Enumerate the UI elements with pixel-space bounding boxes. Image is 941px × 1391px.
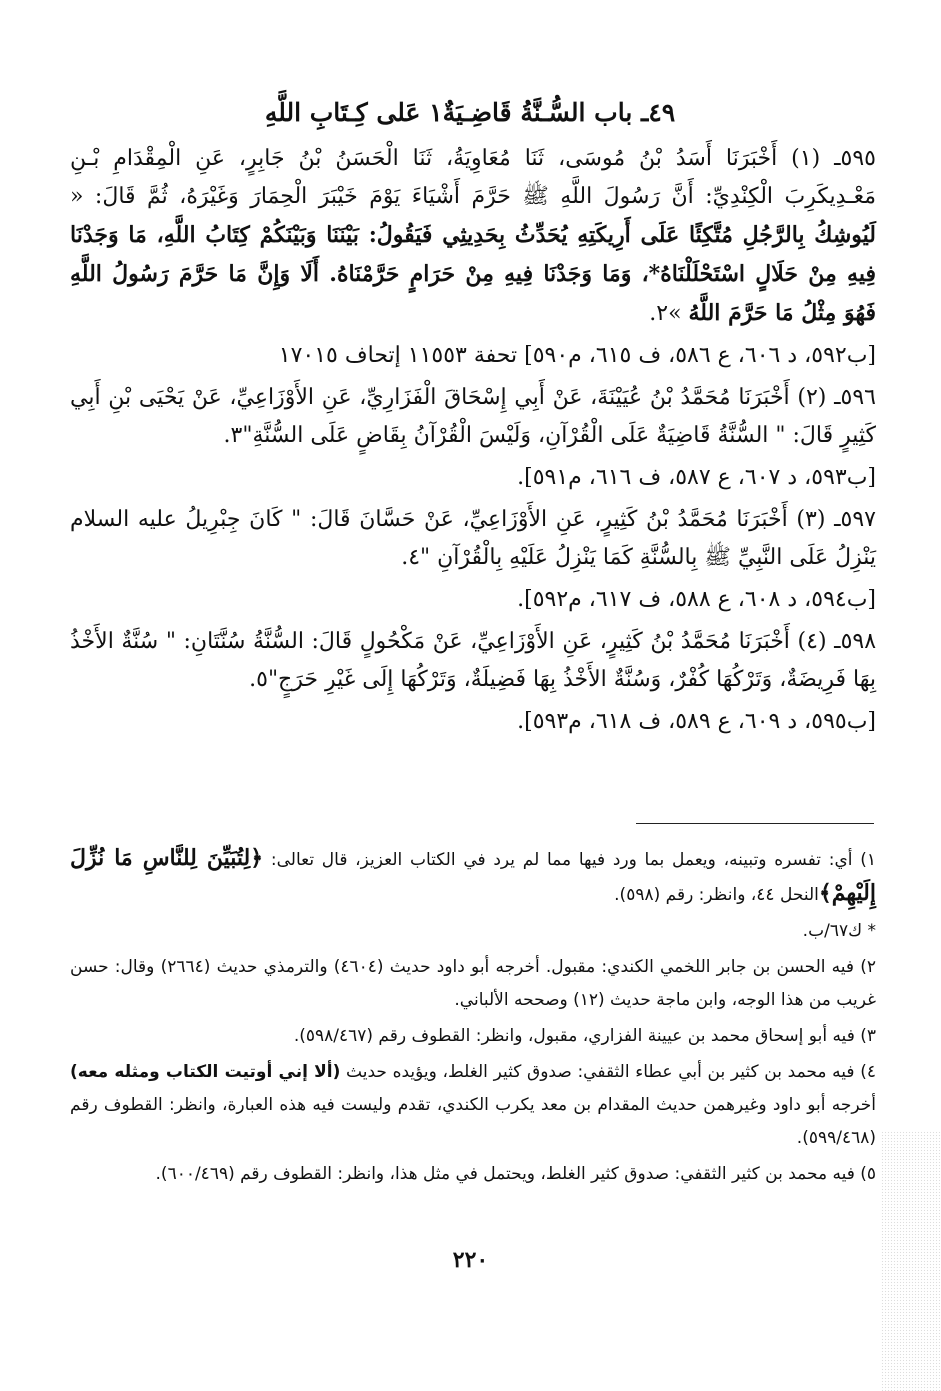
hadith-number: ٥٩٧ـ (834, 507, 876, 532)
footnote-4: ٤) فيه محمد بن كثير بن أبي عطاء الثقفي: صدوق كثير الغلط، ويؤيده حديث (ألا إني أوتيت الكتاب ومثله معه) أخرجه أبو داود وغيرهمن حديث المقدام بن معد يكرب الكندي، تقدم وليست فيه هذه العبارة، وانظر: القطوف رقم (٥٩٩/٤٦٨). (70, 1062, 876, 1148)
hadith-index: (٤) (797, 629, 827, 654)
footnote-3: ٣) فيه أبو إسحاق محمد بن عيينة الفزاري، مقبول، وانظر: القطوف رقم (٥٩٨/٤٦٧). (293, 1026, 876, 1046)
hadith-number: ٥٩٨ـ (834, 629, 877, 654)
hadith-number: ٥٩٦ـ (834, 385, 876, 410)
hadith-595 (70, 140, 876, 333)
hadith-text: أَخْبَرَنَا مُحَمَّدُ بْنُ كَثِيرٍ، عَنِ الأَوْزَاعِيِّ، عَنْ حَسَّانَ قَالَ: " كَانَ جِبْرِيلُ عليه السلام يَنْزِلُ عَلَى النَّبِيِّ ﷺ بِالسُّنَّةِ كَمَا يَنْزِلُ عَلَيْهِ بِالْقُرْآنِ "٤. (70, 507, 876, 570)
footnote-2: ٢) فيه الحسن بن جابر اللخمي الكندي: مقبول. أخرجه أبو داود حديث (٤٦٠٤) والترمذي حديث (٢٦٦٤) وقال: حسن غريب من هذا الوجه، وابن ماجة حديث (١٢) وصححه الألباني. (70, 957, 877, 1010)
quoted-hadith: (ألا إني أوتيت الكتاب ومثله معه) (70, 1062, 341, 1082)
footnote-1: ١) أي: تفسره وتبينه، ويعمل بما ورد فيها مما لم يرد في الكتاب العزيز، قال تعالى: ﴿لِتُبَيِّنَ لِلنَّاسِ مَا نُزِّلَ إِلَيْهِمْ﴾النحل ٤٤، وانظر: رقم (٥٩٨). (70, 845, 877, 906)
hadith-index: (١) (791, 146, 821, 171)
footnote-marker: * ك٦٧/ب. (802, 921, 876, 941)
hadith-section (70, 140, 876, 745)
page-number: ٢٢٠ (452, 1247, 489, 1273)
hadith-text: أَخْبَرَنَا مُحَمَّدُ بْنُ عُيَيْنَةَ، عَنْ أَبِي إِسْحَاقَ الْفَزَارِيِّ، عَنِ الأَوْزَاعِيِّ، عَنْ يَحْيَى بْنِ أَبِي كَثِيرٍ قَالَ: " السُّنَّةُ قَاضِيَةٌ عَلَى الْقُرْآنِ، وَلَيْسَ الْقُرْآنُ بِقَاضٍ عَلَى السُّنَّةِ"٣. (70, 385, 876, 448)
footnote-separator (636, 823, 874, 824)
hadith-text: أَخْبَرَنَا أَسَدُ بْنُ مُوسَى، ثَنَا مُعَاوِيَةُ، ثَنَا الْحَسَنُ بْنُ جَابِرٍ، عَنِ الْمِقْدَامِ بْـنِ مَعْـدِيكَرِبَ الْكِنْدِيِّ: أَنَّ رَسُولَ اللَّهِ ﷺ حَرَّمَ أَشْيَاءَ يَوْمَ خَيْبَرَ الْحِمَارَ وَغَيْرَهُ، ثُمَّ قَالَ: « (70, 146, 876, 209)
hadith-597 (70, 501, 876, 577)
quran-verse: ﴿لِتُبَيِّنَ لِلنَّاسِ مَا نُزِّلَ إِلَيْهِمْ﴾ (70, 845, 876, 906)
footnotes (70, 842, 876, 1194)
hadith-reference: [ب٥٩٥، د ٦٠٩، ع ٥٨٩، ف ٦١٨، م٥٩٣]. (517, 709, 876, 734)
hadith-number: ٥٩٥ـ (834, 146, 876, 171)
hadith-reference: [ب٥٩٣، د ٦٠٧، ع ٥٨٧، ف ٦١٦، م٥٩١]. (517, 465, 876, 490)
hadith-tail: »٢. (649, 301, 689, 326)
scan-noise (881, 1131, 941, 1391)
hadith-598 (70, 623, 876, 699)
hadith-596 (70, 379, 876, 455)
hadith-index: (٢) (797, 385, 827, 410)
footnote-5: ٥) فيه محمد بن كثير الثقفي: صدوق كثير الغلط، ويحتمل في مثل هذا، وانظر: القطوف رقم (٦٠٠/٤٦٩). (155, 1164, 876, 1184)
hadith-index: (٣) (796, 507, 826, 532)
chapter-heading: ٤٩ـ باب السُّـنَّةُ قَاضِـيَةٌ١ عَلى كِـتَابِ اللَّهِ (264, 98, 676, 127)
hadith-text: أَخْبَرَنَا مُحَمَّدُ بْنُ كَثِيرٍ، عَنِ الأَوْزَاعِيِّ، عَنْ مَكْحُولٍ قَالَ: السُّنَّةُ سُنَّتَانِ: " سُنَّةٌ الأَخْذُ بِهَا فَرِيضَةٌ، وَتَرْكُهَا كُفْرٌ، وَسُنَّةٌ الأَخْذُ بِهَا فَضِيلَةٌ، وَتَرْكُهَا إِلَى غَيْرِ حَرَجٍ"٥. (70, 629, 876, 692)
hadith-reference: [ب٥٩٢، د ٦٠٦، ع ٥٨٦، ف ٦١٥، م٥٩٠] تحفة ١١٥٥٣ إتحاف ١٧٠١٥ (278, 343, 876, 368)
hadith-reference: [ب٥٩٤، د ٦٠٨، ع ٥٨٨، ف ٦١٧، م٥٩٢]. (517, 587, 876, 612)
hadith-bold-text: لَيُوشِكُ بِالرَّجُلِ مُتَّكِئًا عَلَى أَرِيكَتِهِ يُحَدِّثُ بِحَدِيثِي فَيَقُولُ: بَيْنَنَا وَبَيْنَكُمْ كِتَابُ اللَّهِ، مَا وَجَدْنَا فِيهِ مِنْ حَلَالٍ اسْتَحْلَلْنَاهُ*، وَمَا وَجَدْنَا فِيهِ مِنْ حَرَامٍ حَرَّمْنَاهُ. أَلَا وَإِنَّ مَا حَرَّمَ رَسُولُ اللَّهِ فَهُوَ مِثْلُ مَا حَرَّمَ اللَّهُ (70, 222, 876, 326)
